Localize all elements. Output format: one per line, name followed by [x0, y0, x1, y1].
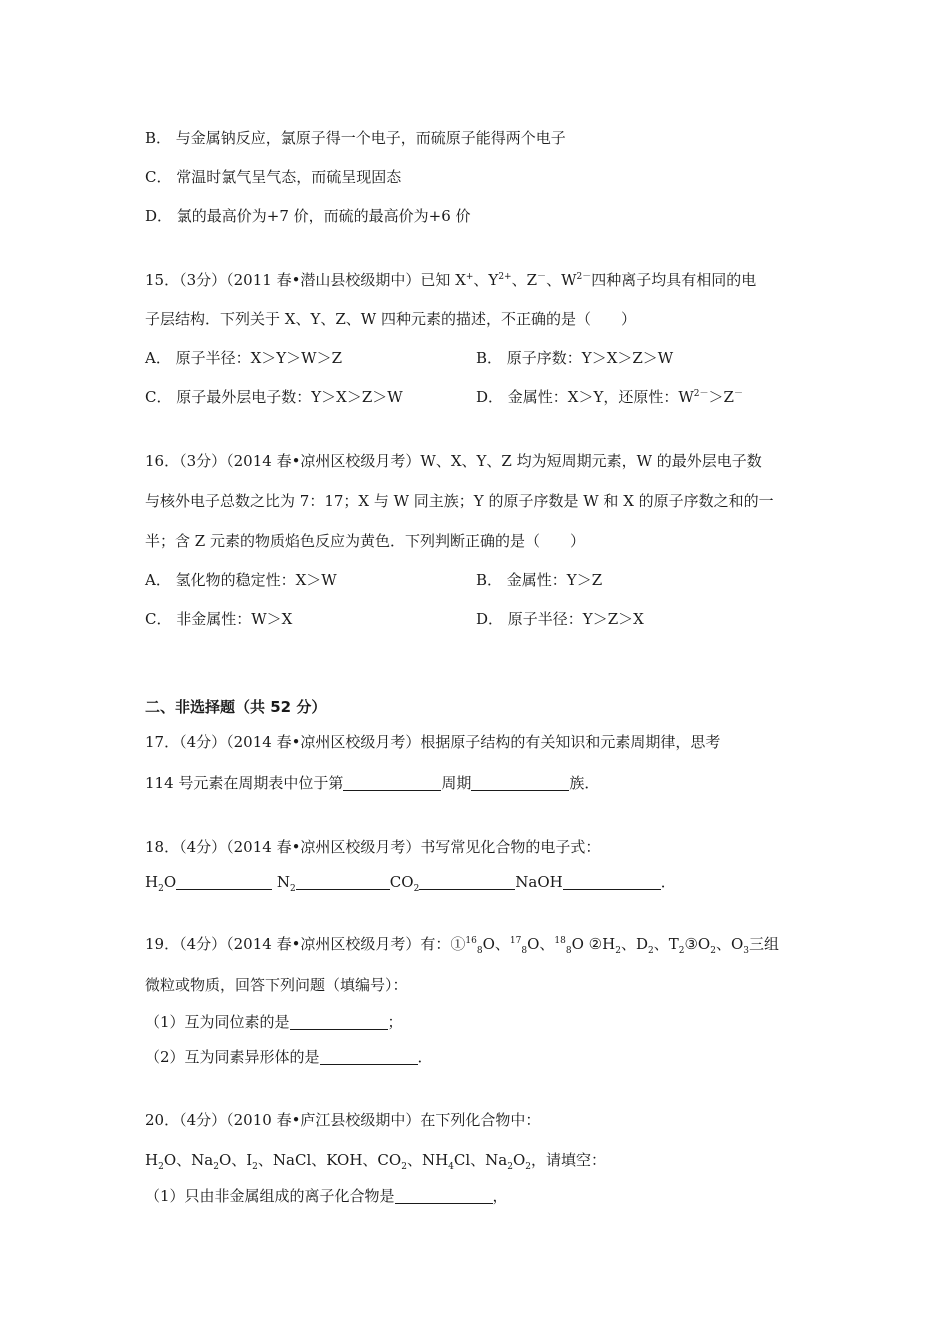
q17-stem-line1: 17．（4分）（2014 春•凉州区校级月考）根据原子结构的有关知识和元素周期律，思考 [145, 733, 721, 751]
q17-stem-line2: 114 号元素在周期表中位于第 周期 族． [145, 774, 600, 792]
q18-formulas: $H_2O$ $N_2$ $CO_2$ NaOH ． [145, 873, 676, 894]
answer-blank[interactable] [343, 775, 441, 791]
q15-stem-line1: 15．（3分）（2011 春•潜山县校级期中）已知 X+、$Y^{2+}$、Z－、$W^{2-}$四种离子均具有相同的电 [145, 271, 757, 289]
answer-blank[interactable] [290, 1014, 388, 1030]
q16-stem-line2: 与核外电子总数之比为 7：17；X 与 W 同主族；Y 的原子序数是 W 和 X 的原子序数之和的一 [145, 492, 774, 510]
q15-stem-line2: 子层结构．下列关于 X、Y、Z、W 四种元素的描述，不正确的是（ ） [145, 310, 636, 328]
section-heading: 二、非选择题（共 52 分） [145, 698, 327, 716]
q15-option-c: C． 原子最外层电子数：Y＞X＞Z＞W [145, 388, 403, 406]
answer-blank[interactable] [320, 1049, 418, 1065]
answer-blank[interactable] [176, 874, 272, 890]
q20-sub1: （1）只由非金属组成的离子化合物是 ， [145, 1187, 508, 1205]
q14-option-b: B． 与金属钠反应，氯原子得一个电子，而硫原子能得两个电子 [145, 129, 566, 147]
answer-blank[interactable] [296, 874, 390, 890]
q19-stem-line1: 19．（4分）（2014 春•凉州区校级月考）有：①$^{16}_8$O、$^{17}_8$O、$^{18}_8$O $②H_2$、$D_2$、$T_2③O_2$、$O_3$三组 [145, 935, 779, 956]
q15-option-d: D． 金属性：X＞Y，还原性：$W^{2-}>Z^-$ [476, 388, 743, 406]
q19-stem-line2: 微粒或物质，回答下列问题（填编号）： [145, 976, 408, 994]
q19-sub1: （1）互为同位素的是 ； [145, 1013, 403, 1031]
q20-stem-line1: 20．（4分）（2010 春•庐江县校级期中）在下列化合物中： [145, 1111, 541, 1129]
answer-blank[interactable] [395, 1188, 493, 1204]
q15-option-b: B． 原子序数：Y＞X＞Z＞W [476, 349, 674, 367]
q15-option-a: A． 原子半径：X＞Y＞W＞Z [145, 349, 343, 367]
q16-option-b: B． 金属性：Y＞Z [476, 571, 603, 589]
q19-sub2: （2）互为同素异形体的是 ． [145, 1048, 433, 1066]
answer-blank[interactable] [419, 874, 515, 890]
q16-option-d: D． 原子半径：Y＞Z＞X [476, 610, 644, 628]
q20-compound-list: $H_2O$、$Na_2O$、$I_2$、NaCl、KOH、$CO_2$、$NH_4Cl$、$Na_2O_2$，请填空： [145, 1151, 607, 1172]
q16-option-c: C． 非金属性：W＞X [145, 610, 293, 628]
q14-option-d: D． 氯的最高价为+7 价，而硫的最高价为+6 价 [145, 207, 471, 225]
answer-blank[interactable] [563, 874, 661, 890]
answer-blank[interactable] [471, 775, 569, 791]
q14-option-c: C． 常温时氯气呈气态，而硫呈现固态 [145, 168, 402, 186]
q16-stem-line1: 16．（3分）（2014 春•凉州区校级月考）W、X、Y、Z 均为短周期元素，W 的最外层电子数 [145, 452, 762, 470]
q16-stem-line3: 半；含 Z 元素的物质焰色反应为黄色．下列判断正确的是（ ） [145, 532, 585, 550]
q16-option-a: A． 氢化物的稳定性：X＞W [145, 571, 337, 589]
q18-stem-line1: 18．（4分）（2014 春•凉州区校级月考）书写常见化合物的电子式： [145, 838, 601, 856]
